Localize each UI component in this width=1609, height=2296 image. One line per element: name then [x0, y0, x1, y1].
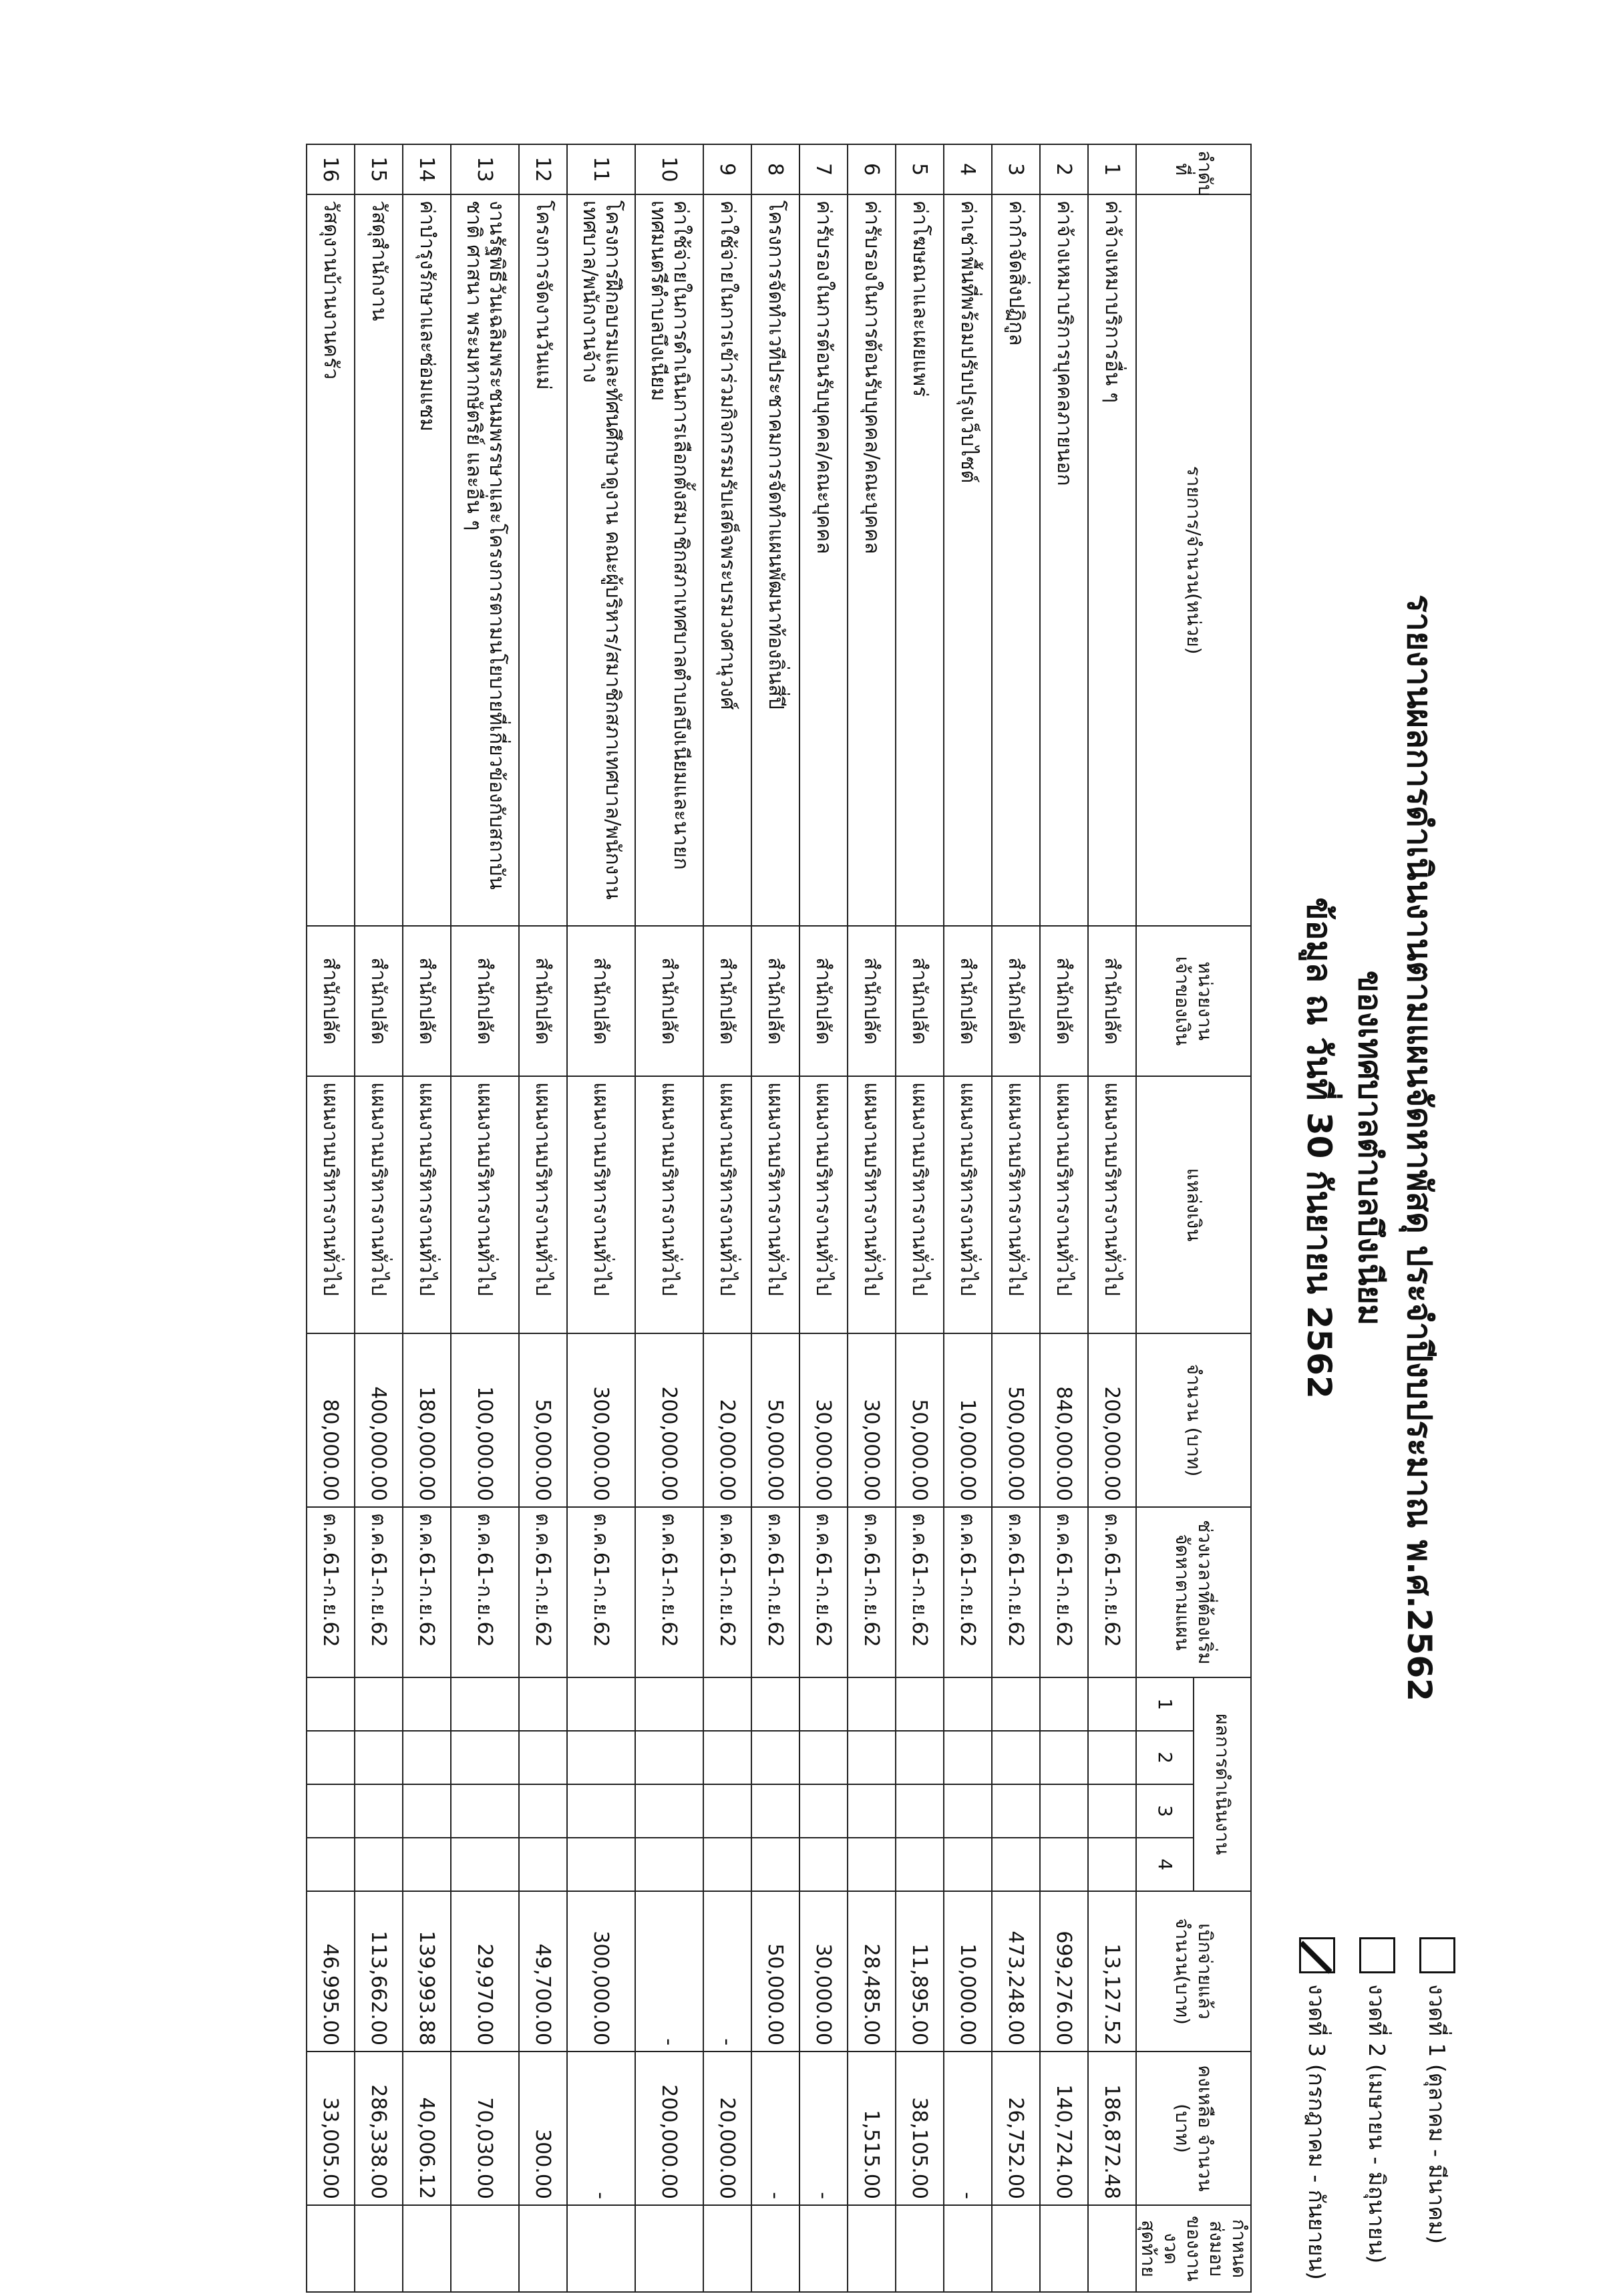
quarter-3-cell [799, 1784, 848, 1838]
paid-cell: 28,485.00 [848, 1891, 896, 2052]
item-name-cell: วัสดุสำนักงาน [355, 194, 403, 926]
remaining-cell: 186,872.48 [1088, 2052, 1136, 2205]
row-index-cell: 7 [799, 144, 848, 194]
amount-cell: 30,000.00 [848, 1333, 896, 1507]
owner-unit-cell: สำนักปลัด [799, 926, 848, 1076]
paid-cell: 473,248.00 [992, 1891, 1040, 2052]
remaining-cell: 33,005.00 [307, 2052, 355, 2205]
row-index-cell: 11 [567, 144, 635, 194]
time-period-cell: ต.ค.61-ก.ย.62 [992, 1507, 1040, 1677]
table-row [848, 144, 896, 2292]
table-row [403, 144, 451, 2292]
table-row [355, 144, 403, 2292]
quarter-2-cell [848, 1731, 896, 1784]
quarter-3-cell [403, 1784, 451, 1838]
header-no: ลำดับที่ [1136, 144, 1251, 194]
row-index-cell: 5 [896, 144, 944, 194]
fund-source-cell: แผนงานบริหารงานทั่วไป [403, 1076, 451, 1333]
due-cell [451, 2205, 519, 2292]
remaining-cell: 140,724.00 [1040, 2052, 1088, 2205]
due-cell [751, 2205, 799, 2292]
header-result: ผลการดำเนินงาน [1194, 1677, 1251, 1891]
period-3-checkbox[interactable] [1299, 1937, 1335, 1973]
header-due: กำหนดส่งมอบของงานงวดสุดท้าย [1136, 2205, 1251, 2292]
report-title: รายงานผลการดำเนินงานตามแผนจัดหาพัสดุ ประจำปีงบประมาณ พ.ศ.2562 [1400, 595, 1439, 1701]
item-name-cell: ค่าบำรุงรักษาและซ่อมแซม [403, 194, 451, 926]
amount-cell: 50,000.00 [751, 1333, 799, 1507]
quarter-2-cell [403, 1731, 451, 1784]
period-1-checkbox[interactable] [1419, 1937, 1455, 1973]
quarter-4-cell [896, 1838, 944, 1891]
table-row [519, 144, 567, 2292]
quarter-2-cell [635, 1731, 703, 1784]
item-name-cell: ค่ารับรองในการต้อนรับบุคคล/คณะบุคคล [848, 194, 896, 926]
row-index-cell: 1 [1088, 144, 1136, 194]
amount-cell: 840,000.00 [1040, 1333, 1088, 1507]
row-index-cell: 15 [355, 144, 403, 194]
quarter-3-cell [1088, 1784, 1136, 1838]
quarter-4-cell [992, 1838, 1040, 1891]
row-index-cell: 9 [703, 144, 751, 194]
quarter-4-cell [519, 1838, 567, 1891]
amount-cell: 10,000.00 [944, 1333, 992, 1507]
due-cell [1088, 2205, 1136, 2292]
remaining-cell: 26,752.00 [992, 2052, 1040, 2205]
paid-cell: 139,993.88 [403, 1891, 451, 2052]
quarter-3-cell [355, 1784, 403, 1838]
owner-unit-cell: สำนักปลัด [944, 926, 992, 1076]
period-2-label: งวดที่ 2 (เมษายน - มิถุนายน) [1364, 1984, 1391, 2264]
item-name-cell: โครงการจัดทำเวทีประชาคมการจัดทำแผนพัฒนาท้องถิ่นสี่ปี [751, 194, 799, 926]
time-period-cell: ต.ค.61-ก.ย.62 [848, 1507, 896, 1677]
quarter-1-cell [703, 1677, 751, 1731]
quarter-1-cell [635, 1677, 703, 1731]
amount-cell: 180,000.00 [403, 1333, 451, 1507]
quarter-1-cell [1088, 1677, 1136, 1731]
header-source: แหล่งเงิน [1136, 1076, 1251, 1333]
time-period-cell: ต.ค.61-ก.ย.62 [355, 1507, 403, 1677]
table-row [992, 144, 1040, 2292]
amount-cell: 100,000.00 [451, 1333, 519, 1507]
owner-unit-cell: สำนักปลัด [635, 926, 703, 1076]
quarter-3-cell [519, 1784, 567, 1838]
due-cell [703, 2205, 751, 2292]
amount-cell: 200,000.00 [1088, 1333, 1136, 1507]
paid-cell: 30,000.00 [799, 1891, 848, 2052]
quarter-3-cell [896, 1784, 944, 1838]
time-period-cell: ต.ค.61-ก.ย.62 [307, 1507, 355, 1677]
remaining-cell: 200,000.00 [635, 2052, 703, 2205]
fund-source-cell: แผนงานบริหารงานทั่วไป [307, 1076, 355, 1333]
amount-cell: 50,000.00 [896, 1333, 944, 1507]
header-paid: เบิกจ่ายแล้ว จำนวน(บาท) [1136, 1891, 1251, 2052]
fund-source-cell: แผนงานบริหารงานทั่วไป [635, 1076, 703, 1333]
row-index-cell: 4 [944, 144, 992, 194]
header-q2: 2 [1136, 1731, 1194, 1784]
row-index-cell: 13 [451, 144, 519, 194]
table-row [896, 144, 944, 2292]
due-cell [896, 2205, 944, 2292]
fund-source-cell: แผนงานบริหารงานทั่วไป [355, 1076, 403, 1333]
row-index-cell: 10 [635, 144, 703, 194]
header-time: ช่วงเวลาที่ต้องเริ่มจัดหาตามแผน [1136, 1507, 1251, 1677]
quarter-2-cell [799, 1731, 848, 1784]
paid-cell: 13,127.52 [1088, 1891, 1136, 2052]
remaining-cell: - [567, 2052, 635, 2205]
quarter-4-cell [635, 1838, 703, 1891]
fund-source-cell: แผนงานบริหารงานทั่วไป [799, 1076, 848, 1333]
header-unit: หน่วยงานเจ้าของเงิน [1136, 926, 1251, 1076]
time-period-cell: ต.ค.61-ก.ย.62 [1088, 1507, 1136, 1677]
remaining-cell: - [944, 2052, 992, 2205]
fund-source-cell: แผนงานบริหารงานทั่วไป [751, 1076, 799, 1333]
amount-cell: 20,000.00 [703, 1333, 751, 1507]
item-name-cell: ค่าเช่าพื้นที่พร้อมปรับปรุงเว็บไซต์ [944, 194, 992, 926]
table-row [703, 144, 751, 2292]
item-name-cell: ค่าใช้จ่ายในการดำเนินการเลือกตั้งสมาชิกสภาเทศบาลตำบลบึงเนียมและนายกเทศมนตรีตำบลบึงเนียม [635, 194, 703, 926]
owner-unit-cell: สำนักปลัด [992, 926, 1040, 1076]
quarter-1-cell [567, 1677, 635, 1731]
paid-cell: - [703, 1891, 751, 2052]
report-subtitle: ของเทศบาลตำบลบึงเนียม [1351, 970, 1389, 1326]
paid-cell: 699,276.00 [1040, 1891, 1088, 2052]
item-name-cell: โครงการฝึกอบรมและทัศนศึกษาดูงาน คณะผู้บริหาร/สมาชิกสภาเทศบาล/พนักงานเทศบาล/พนักงานจ้าง [567, 194, 635, 926]
owner-unit-cell: สำนักปลัด [451, 926, 519, 1076]
remaining-cell: 20,000.00 [703, 2052, 751, 2205]
quarter-1-cell [451, 1677, 519, 1731]
header-remaining: คงเหลือ จำนวน (บาท) [1136, 2052, 1251, 2205]
quarter-3-cell [944, 1784, 992, 1838]
remaining-cell: 300.00 [519, 2052, 567, 2205]
paid-cell: 11,895.00 [896, 1891, 944, 2052]
quarter-1-cell [403, 1677, 451, 1731]
due-cell [799, 2205, 848, 2292]
quarter-1-cell [944, 1677, 992, 1731]
item-name-cell: ค่าใช้จ่ายในการเข้าร่วมกิจกรรมรับเสด็จพระบรมวงศานุวงศ์ [703, 194, 751, 926]
quarter-4-cell [403, 1838, 451, 1891]
time-period-cell: ต.ค.61-ก.ย.62 [1040, 1507, 1088, 1677]
fund-source-cell: แผนงานบริหารงานทั่วไป [703, 1076, 751, 1333]
due-cell [519, 2205, 567, 2292]
owner-unit-cell: สำนักปลัด [307, 926, 355, 1076]
item-name-cell: ค่าโฆษณาและเผยแพร่ [896, 194, 944, 926]
quarter-1-cell [799, 1677, 848, 1731]
quarter-1-cell [848, 1677, 896, 1731]
amount-cell: 80,000.00 [307, 1333, 355, 1507]
paid-cell: 50,000.00 [751, 1891, 799, 2052]
quarter-2-cell [355, 1731, 403, 1784]
fund-source-cell: แผนงานบริหารงานทั่วไป [848, 1076, 896, 1333]
period-1-label: งวดที่ 1 (ตุลาคม - มีนาคม) [1424, 1984, 1451, 2245]
due-cell [307, 2205, 355, 2292]
due-cell [848, 2205, 896, 2292]
paid-cell: 10,000.00 [944, 1891, 992, 2052]
due-cell [403, 2205, 451, 2292]
owner-unit-cell: สำนักปลัด [896, 926, 944, 1076]
quarter-1-cell [992, 1677, 1040, 1731]
due-cell [1040, 2205, 1088, 2292]
row-index-cell: 14 [403, 144, 451, 194]
paid-cell: - [635, 1891, 703, 2052]
owner-unit-cell: สำนักปลัด [751, 926, 799, 1076]
remaining-cell: - [799, 2052, 848, 2205]
due-cell [567, 2205, 635, 2292]
paid-cell: 46,995.00 [307, 1891, 355, 2052]
due-cell [635, 2205, 703, 2292]
row-index-cell: 2 [1040, 144, 1088, 194]
quarter-2-cell [896, 1731, 944, 1784]
period-3-label: งวดที่ 3 (กรกฎาคม - กันยายน) [1304, 1984, 1330, 2280]
item-name-cell: ค่าจ้างเหมาบริการอื่น ๆ [1088, 194, 1136, 926]
fund-source-cell: แผนงานบริหารงานทั่วไป [896, 1076, 944, 1333]
owner-unit-cell: สำนักปลัด [1088, 926, 1136, 1076]
table-row [799, 144, 848, 2292]
quarter-4-cell [1088, 1838, 1136, 1891]
table-row [635, 144, 703, 2292]
quarter-4-cell [567, 1838, 635, 1891]
period-3-option[interactable] [1299, 1937, 1335, 2280]
paid-cell: 29,970.00 [451, 1891, 519, 2052]
owner-unit-cell: สำนักปลัด [519, 926, 567, 1076]
table-row [1040, 144, 1088, 2292]
fund-source-cell: แผนงานบริหารงานทั่วไป [992, 1076, 1040, 1333]
quarter-2-cell [1088, 1731, 1136, 1784]
quarter-1-cell [896, 1677, 944, 1731]
quarter-3-cell [1040, 1784, 1088, 1838]
quarter-4-cell [703, 1838, 751, 1891]
header-amount: จำนวน (บาท) [1136, 1333, 1251, 1507]
remaining-cell: 70,030.00 [451, 2052, 519, 2205]
period-1-option[interactable] [1419, 1937, 1455, 2244]
time-period-cell: ต.ค.61-ก.ย.62 [703, 1507, 751, 1677]
quarter-2-cell [307, 1731, 355, 1784]
fund-source-cell: แผนงานบริหารงานทั่วไป [567, 1076, 635, 1333]
item-name-cell: ค่ากำจัดสิ่งปฏิกูล [992, 194, 1040, 926]
time-period-cell: ต.ค.61-ก.ย.62 [403, 1507, 451, 1677]
remaining-cell: 286,338.00 [355, 2052, 403, 2205]
owner-unit-cell: สำนักปลัด [355, 926, 403, 1076]
fund-source-cell: แผนงานบริหารงานทั่วไป [1088, 1076, 1136, 1333]
owner-unit-cell: สำนักปลัด [848, 926, 896, 1076]
time-period-cell: ต.ค.61-ก.ย.62 [635, 1507, 703, 1677]
quarter-3-cell [451, 1784, 519, 1838]
owner-unit-cell: สำนักปลัด [567, 926, 635, 1076]
fund-source-cell: แผนงานบริหารงานทั่วไป [451, 1076, 519, 1333]
item-name-cell: งานรัฐพิธีวันเฉลิมพระชนมพรรษาและโครงการตามนโยบายที่เกี่ยวข้องกับสถาบัน ชาติ ศาสนา พระมหากษัตริย์ และอื่น ๆ [451, 194, 519, 926]
row-index-cell: 8 [751, 144, 799, 194]
amount-cell: 30,000.00 [799, 1333, 848, 1507]
quarter-2-cell [992, 1731, 1040, 1784]
quarter-3-cell [635, 1784, 703, 1838]
quarter-4-cell [799, 1838, 848, 1891]
table-row [307, 144, 355, 2292]
period-2-option[interactable] [1359, 1937, 1395, 2263]
quarter-2-cell [567, 1731, 635, 1784]
header-q1: 1 [1136, 1677, 1194, 1731]
row-index-cell: 12 [519, 144, 567, 194]
amount-cell: 300,000.00 [567, 1333, 635, 1507]
table-row [567, 144, 635, 2292]
header-name: รายการ/จำนวน(หน่วย) [1136, 194, 1251, 926]
item-name-cell: ค่าจ้างเหมาบริการบุคคลภายนอก [1040, 194, 1088, 926]
due-cell [992, 2205, 1040, 2292]
time-period-cell: ต.ค.61-ก.ย.62 [567, 1507, 635, 1677]
due-cell [944, 2205, 992, 2292]
due-cell [355, 2205, 403, 2292]
quarter-2-cell [519, 1731, 567, 1784]
quarter-4-cell [944, 1838, 992, 1891]
amount-cell: 400,000.00 [355, 1333, 403, 1507]
quarter-2-cell [451, 1731, 519, 1784]
amount-cell: 500,000.00 [992, 1333, 1040, 1507]
quarter-1-cell [355, 1677, 403, 1731]
procurement-table [306, 144, 1252, 2293]
header-q3: 3 [1136, 1784, 1194, 1838]
quarter-3-cell [567, 1784, 635, 1838]
header-q4: 4 [1136, 1838, 1194, 1891]
time-period-cell: ต.ค.61-ก.ย.62 [751, 1507, 799, 1677]
time-period-cell: ต.ค.61-ก.ย.62 [799, 1507, 848, 1677]
item-name-cell: โครงการจัดงานวันแม่ [519, 194, 567, 926]
quarter-4-cell [355, 1838, 403, 1891]
item-name-cell: ค่ารับรองในการต้อนรับบุคคล/คณะบุคคล [799, 194, 848, 926]
quarter-2-cell [944, 1731, 992, 1784]
time-period-cell: ต.ค.61-ก.ย.62 [519, 1507, 567, 1677]
quarter-4-cell [307, 1838, 355, 1891]
quarter-4-cell [848, 1838, 896, 1891]
quarter-3-cell [751, 1784, 799, 1838]
fund-source-cell: แผนงานบริหารงานทั่วไป [1040, 1076, 1088, 1333]
paid-cell: 113,662.00 [355, 1891, 403, 2052]
remaining-cell: - [751, 2052, 799, 2205]
row-index-cell: 3 [992, 144, 1040, 194]
amount-cell: 50,000.00 [519, 1333, 567, 1507]
owner-unit-cell: สำนักปลัด [703, 926, 751, 1076]
amount-cell: 200,000.00 [635, 1333, 703, 1507]
report-date: ข้อมูล ณ วันที่ 30 กันยายน 2562 [1300, 897, 1338, 1399]
time-period-cell: ต.ค.61-ก.ย.62 [451, 1507, 519, 1677]
row-index-cell: 6 [848, 144, 896, 194]
item-name-cell: วัสดุงานบ้านงานครัว [307, 194, 355, 926]
fund-source-cell: แผนงานบริหารงานทั่วไป [519, 1076, 567, 1333]
quarter-3-cell [992, 1784, 1040, 1838]
quarter-2-cell [751, 1731, 799, 1784]
quarter-3-cell [307, 1784, 355, 1838]
remaining-cell: 38,105.00 [896, 2052, 944, 2205]
paid-cell: 300,000.00 [567, 1891, 635, 2052]
table-row [944, 144, 992, 2292]
table-row [451, 144, 519, 2292]
quarter-3-cell [848, 1784, 896, 1838]
remaining-cell: 40,006.12 [403, 2052, 451, 2205]
owner-unit-cell: สำนักปลัด [403, 926, 451, 1076]
quarter-3-cell [703, 1784, 751, 1838]
table-row [751, 144, 799, 2292]
quarter-4-cell [1040, 1838, 1088, 1891]
time-period-cell: ต.ค.61-ก.ย.62 [944, 1507, 992, 1677]
quarter-1-cell [307, 1677, 355, 1731]
quarter-4-cell [751, 1838, 799, 1891]
remaining-cell: 1,515.00 [848, 2052, 896, 2205]
time-period-cell: ต.ค.61-ก.ย.62 [896, 1507, 944, 1677]
quarter-1-cell [1040, 1677, 1088, 1731]
quarter-1-cell [751, 1677, 799, 1731]
paid-cell: 49,700.00 [519, 1891, 567, 2052]
owner-unit-cell: สำนักปลัด [1040, 926, 1088, 1076]
fund-source-cell: แผนงานบริหารงานทั่วไป [944, 1076, 992, 1333]
table-row [1088, 144, 1136, 2292]
row-index-cell: 16 [307, 144, 355, 194]
period-2-checkbox[interactable] [1359, 1937, 1395, 1973]
quarter-1-cell [519, 1677, 567, 1731]
quarter-4-cell [451, 1838, 519, 1891]
quarter-2-cell [1040, 1731, 1088, 1784]
quarter-2-cell [703, 1731, 751, 1784]
